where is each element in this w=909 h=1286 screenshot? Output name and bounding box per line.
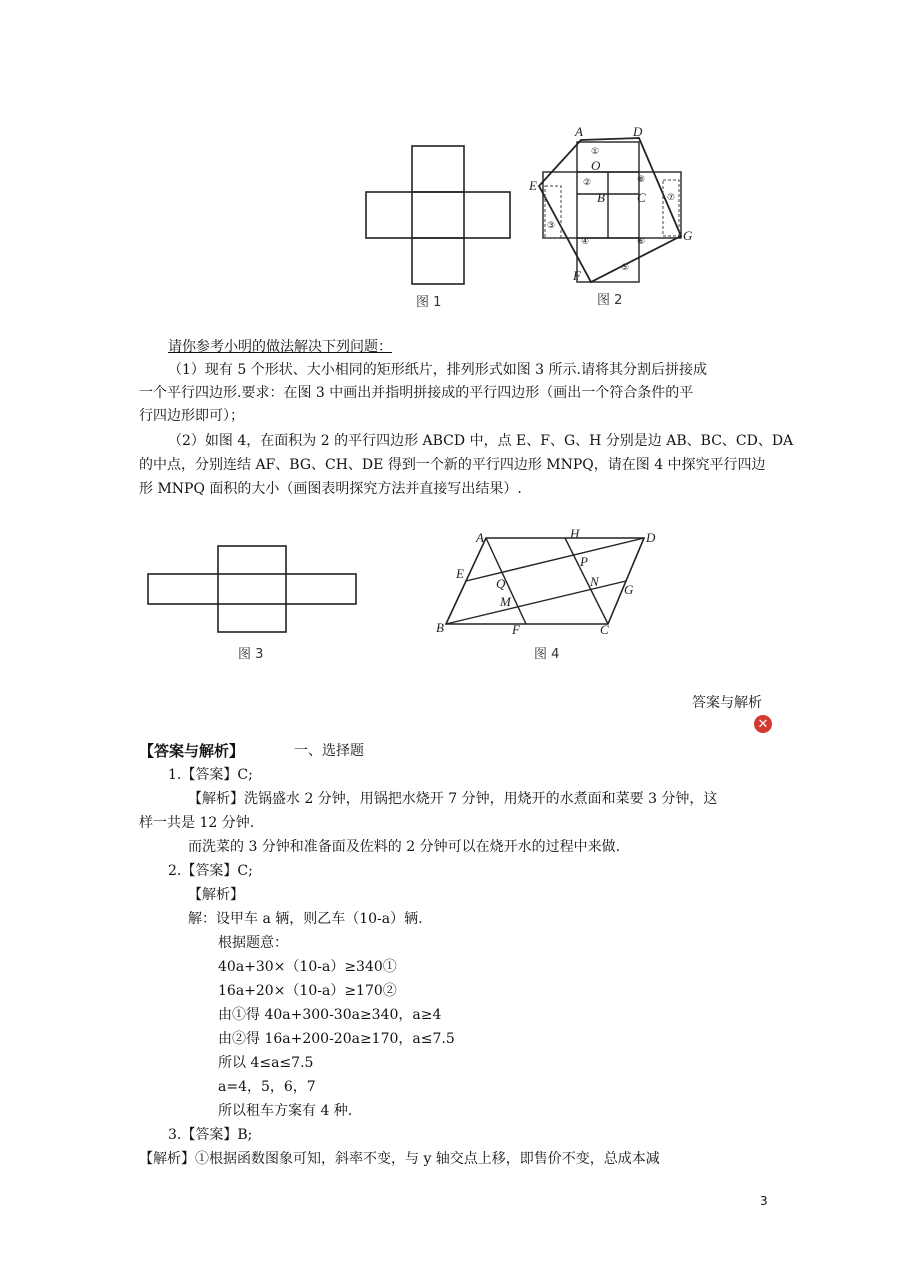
q2-line-2: 的中点，分别连结 AF、BG、CH、DE 得到一个新的平行四边形 MNPQ，请在图 4 中探究平行四边 xyxy=(139,457,766,473)
fig2-region-7: ⑦ xyxy=(667,193,676,203)
figure-2 xyxy=(525,122,700,312)
figure-3 xyxy=(144,540,364,670)
fig2-region-4: ④ xyxy=(581,237,590,247)
q2-line-3: 形 MNPQ 面积的大小（画图表明探究方法并直接写出结果）. xyxy=(139,481,522,497)
a2-line-8: a=4，5，6，7 xyxy=(218,1079,316,1095)
fig2-label-G: G xyxy=(683,228,693,243)
a2-line-4: 16a+20×（10-a）≥170② xyxy=(218,983,397,999)
fig4-label-F: F xyxy=(512,622,520,637)
a2-line-5: 由①得 40a+300-30a≥340，a≥4 xyxy=(218,1007,442,1023)
fig4-label-E: E xyxy=(456,566,464,581)
q1-line-2: 一个平行四边形.要求：在图 3 中画出并指明拼接成的平行四边形（画出一个符合条件的平 xyxy=(139,385,694,401)
a1-line-2: 样一共是 12 分钟. xyxy=(139,815,255,831)
a3-answer: 3.【答案】B; xyxy=(168,1127,253,1143)
a2-label: 【解析】 xyxy=(188,887,244,903)
fig2-label-A: A xyxy=(575,124,583,139)
q1-line-3: 行四边形即可）； xyxy=(139,408,244,424)
a2-line-9: 所以租车方案有 4 种. xyxy=(218,1103,353,1119)
answers-header: 【答案与解析】 xyxy=(139,742,245,760)
answer-toggle-label[interactable]: 答案与解析 xyxy=(692,695,762,711)
figure-4 xyxy=(430,528,690,668)
q1-line-1: （1）现有 5 个形状、大小相同的矩形纸片，排列形式如图 3 所示.请将其分割后拼接成 xyxy=(168,362,707,378)
fig4-label-N: N xyxy=(590,574,599,589)
a2-line-7: 所以 4≤a≤7.5 xyxy=(218,1055,314,1071)
a2-line-6: 由②得 16a+200-20a≥170，a≤7.5 xyxy=(218,1031,455,1047)
fig2-label-E: E xyxy=(529,178,537,193)
answers-section: 一、选择题 xyxy=(294,743,364,759)
fig3-caption: 图 3 xyxy=(238,647,264,662)
fig4-label-G: G xyxy=(624,582,634,597)
fig2-label-O: O xyxy=(591,158,601,173)
figure-1 xyxy=(360,140,520,315)
a2-answer: 2.【答案】C; xyxy=(168,863,253,879)
problem-intro: 请你参考小明的做法解决下列问题： xyxy=(168,339,392,355)
fig4-label-M: M xyxy=(500,594,511,609)
a2-line-3: 40a+30×（10-a）≥340① xyxy=(218,959,397,975)
fig2-region-1: ① xyxy=(591,147,600,157)
a1-line-3: 而洗菜的 3 分钟和准备面及佐料的 2 分钟可以在烧开水的过程中来做. xyxy=(188,839,621,855)
fig1-caption: 图 1 xyxy=(416,295,442,310)
fig4-label-H: H xyxy=(570,528,580,541)
page-number: 3 xyxy=(760,1194,768,1208)
fig4-label-C: C xyxy=(600,622,609,637)
a1-line-1: 【解析】洗锅盛水 2 分钟，用锅把水烧开 7 分钟，用烧开的水煮面和菜要 3 分钟，这 xyxy=(188,791,718,807)
fig2-region-8: ⑧ xyxy=(637,175,646,185)
fig4-label-B: B xyxy=(436,620,444,635)
a3-line: 【解析】①根据函数图象可知，斜率不变，与 y 轴交点上移，即售价不变，总成本减 xyxy=(139,1151,660,1167)
fig2-label-B: B xyxy=(597,190,605,205)
close-icon[interactable]: ✕ xyxy=(754,715,772,733)
fig2-region-2: ② xyxy=(583,178,592,188)
a2-line-1: 解：设甲车 a 辆，则乙车（10-a）辆. xyxy=(188,911,423,927)
fig2-label-F: F xyxy=(573,268,581,283)
fig4-label-P: P xyxy=(580,554,588,569)
fig2-region-5: ⑤ xyxy=(621,263,630,273)
fig4-label-D: D xyxy=(646,530,656,545)
fig2-region-3: ③ xyxy=(547,221,556,231)
q2-line-1: （2）如图 4，在面积为 2 的平行四边形 ABCD 中，点 E、F、G、H 分别是边 AB、BC、CD、DA xyxy=(168,433,794,449)
a1-answer: 1.【答案】C; xyxy=(168,767,253,783)
fig4-label-A: A xyxy=(476,530,484,545)
a2-line-2: 根据题意： xyxy=(218,935,288,951)
fig2-label-C: C xyxy=(637,190,646,205)
fig2-region-6: ⑥ xyxy=(637,237,646,247)
fig4-label-Q: Q xyxy=(496,576,506,591)
fig4-caption: 图 4 xyxy=(534,647,560,662)
fig2-caption: 图 2 xyxy=(597,293,623,308)
fig2-label-D: D xyxy=(633,124,643,139)
